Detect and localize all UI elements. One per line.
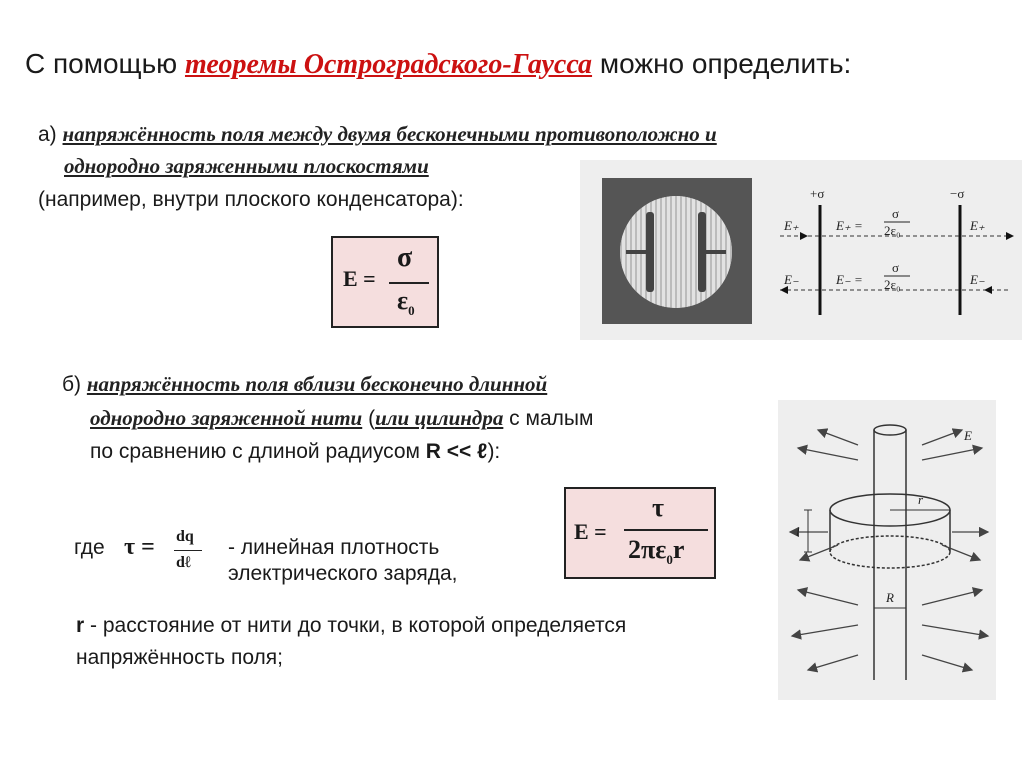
where-desc-1: - линейная плотность	[228, 536, 440, 559]
section-b-heading-1: напряжённость поля вблизи бесконечно длинной	[86, 372, 548, 396]
r-note-text: - расстояние от нити до точки, в которой определяется	[84, 614, 627, 637]
figure-capacitor	[580, 160, 1022, 340]
section-a-marker: а)	[38, 123, 57, 146]
cylinder-diagram	[778, 400, 996, 700]
formula-a-den-sub: 0	[408, 303, 415, 319]
label-minus-sigma: −σ	[950, 186, 965, 201]
section-a-line1	[38, 122, 717, 147]
section-a-line3: (например, внутри плоского конденсатора):	[38, 188, 464, 211]
formula-b-numerator: τ	[652, 493, 664, 522]
section-b-with-small: с малым	[503, 407, 594, 430]
figure-cylinder	[778, 400, 996, 700]
formula-a-den-symbol: ε	[397, 286, 409, 315]
label-e-field: E	[964, 428, 972, 443]
formula-a-denominator	[397, 286, 415, 319]
tau-lhs: τ =	[124, 534, 155, 560]
section-b-line3	[90, 440, 500, 464]
r-note-line1	[76, 614, 626, 638]
section-a-heading-2: однородно заряженными плоскостями	[64, 154, 429, 178]
section-a-line2	[64, 154, 429, 179]
section-b-close: ):	[487, 440, 501, 463]
tau-fraction-bar	[174, 550, 202, 551]
section-a-heading-1: напряжённость поля между двумя бесконечными противоположно и	[62, 122, 717, 146]
label-e-plus-left: E₊	[784, 218, 799, 233]
title-highlight: теоремы Остроградского-Гаусса	[184, 49, 593, 80]
formula-a-lhs: E =	[343, 266, 376, 291]
formula-b-fraction-bar	[624, 529, 708, 531]
page-title	[25, 48, 851, 81]
formula-b-box	[564, 487, 716, 579]
label-r-small: r	[918, 492, 924, 507]
field-diagram-planes	[770, 160, 1020, 340]
label-e-plus-right: E₊	[970, 218, 985, 233]
title-prefix: С помощью	[25, 48, 185, 79]
where-desc-2: электрического заряда,	[228, 562, 458, 585]
r-note-line2: напряжённость поля;	[76, 646, 284, 669]
formula-b-den-symbol: 2πε	[628, 535, 667, 564]
where-label: где	[74, 536, 105, 559]
capacitor-photo	[602, 178, 752, 324]
label-e-minus-left: E₋	[784, 272, 799, 287]
eq-top-lhs: E₊ =	[836, 218, 863, 233]
section-b-heading-2: однородно заряженной нити	[90, 406, 363, 430]
label-plus-sigma: +σ	[810, 186, 825, 201]
formula-b-denominator	[628, 535, 684, 568]
section-b-line2	[90, 406, 593, 431]
label-l: l	[796, 524, 800, 539]
formula-a-numerator: σ	[397, 242, 413, 273]
section-b-line1	[62, 372, 547, 397]
eq-bot-num: σ	[892, 260, 900, 275]
label-r-big: R	[886, 590, 894, 605]
formula-b-den-tail: r	[672, 535, 685, 564]
section-b-marker: б)	[62, 373, 82, 396]
eq-bot-lhs: E₋ =	[836, 272, 863, 287]
formula-b-lhs: E =	[574, 519, 607, 544]
formula-a-fraction-bar	[389, 282, 429, 284]
label-e-minus-right: E₋	[970, 272, 985, 287]
section-b-condition: R << ℓ	[425, 440, 488, 463]
tau-den: dℓ	[176, 554, 191, 571]
formula-a-box	[331, 236, 439, 328]
section-b-paren-open: (	[362, 407, 376, 430]
title-suffix: можно определить:	[592, 48, 852, 79]
eq-top-num: σ	[892, 206, 900, 221]
eq-bot-den: 2ε₀	[884, 277, 901, 292]
capacitor-photo-circle	[620, 196, 732, 308]
formula-b-den-sub: 0	[666, 552, 673, 568]
section-b-radius-text: по сравнению с длиной радиусом	[90, 440, 426, 463]
section-b-heading-3: или цилиндра	[375, 406, 504, 430]
r-symbol: r	[76, 614, 85, 637]
tau-num: dq	[176, 528, 194, 545]
eq-top-den: 2ε₀	[884, 223, 901, 238]
